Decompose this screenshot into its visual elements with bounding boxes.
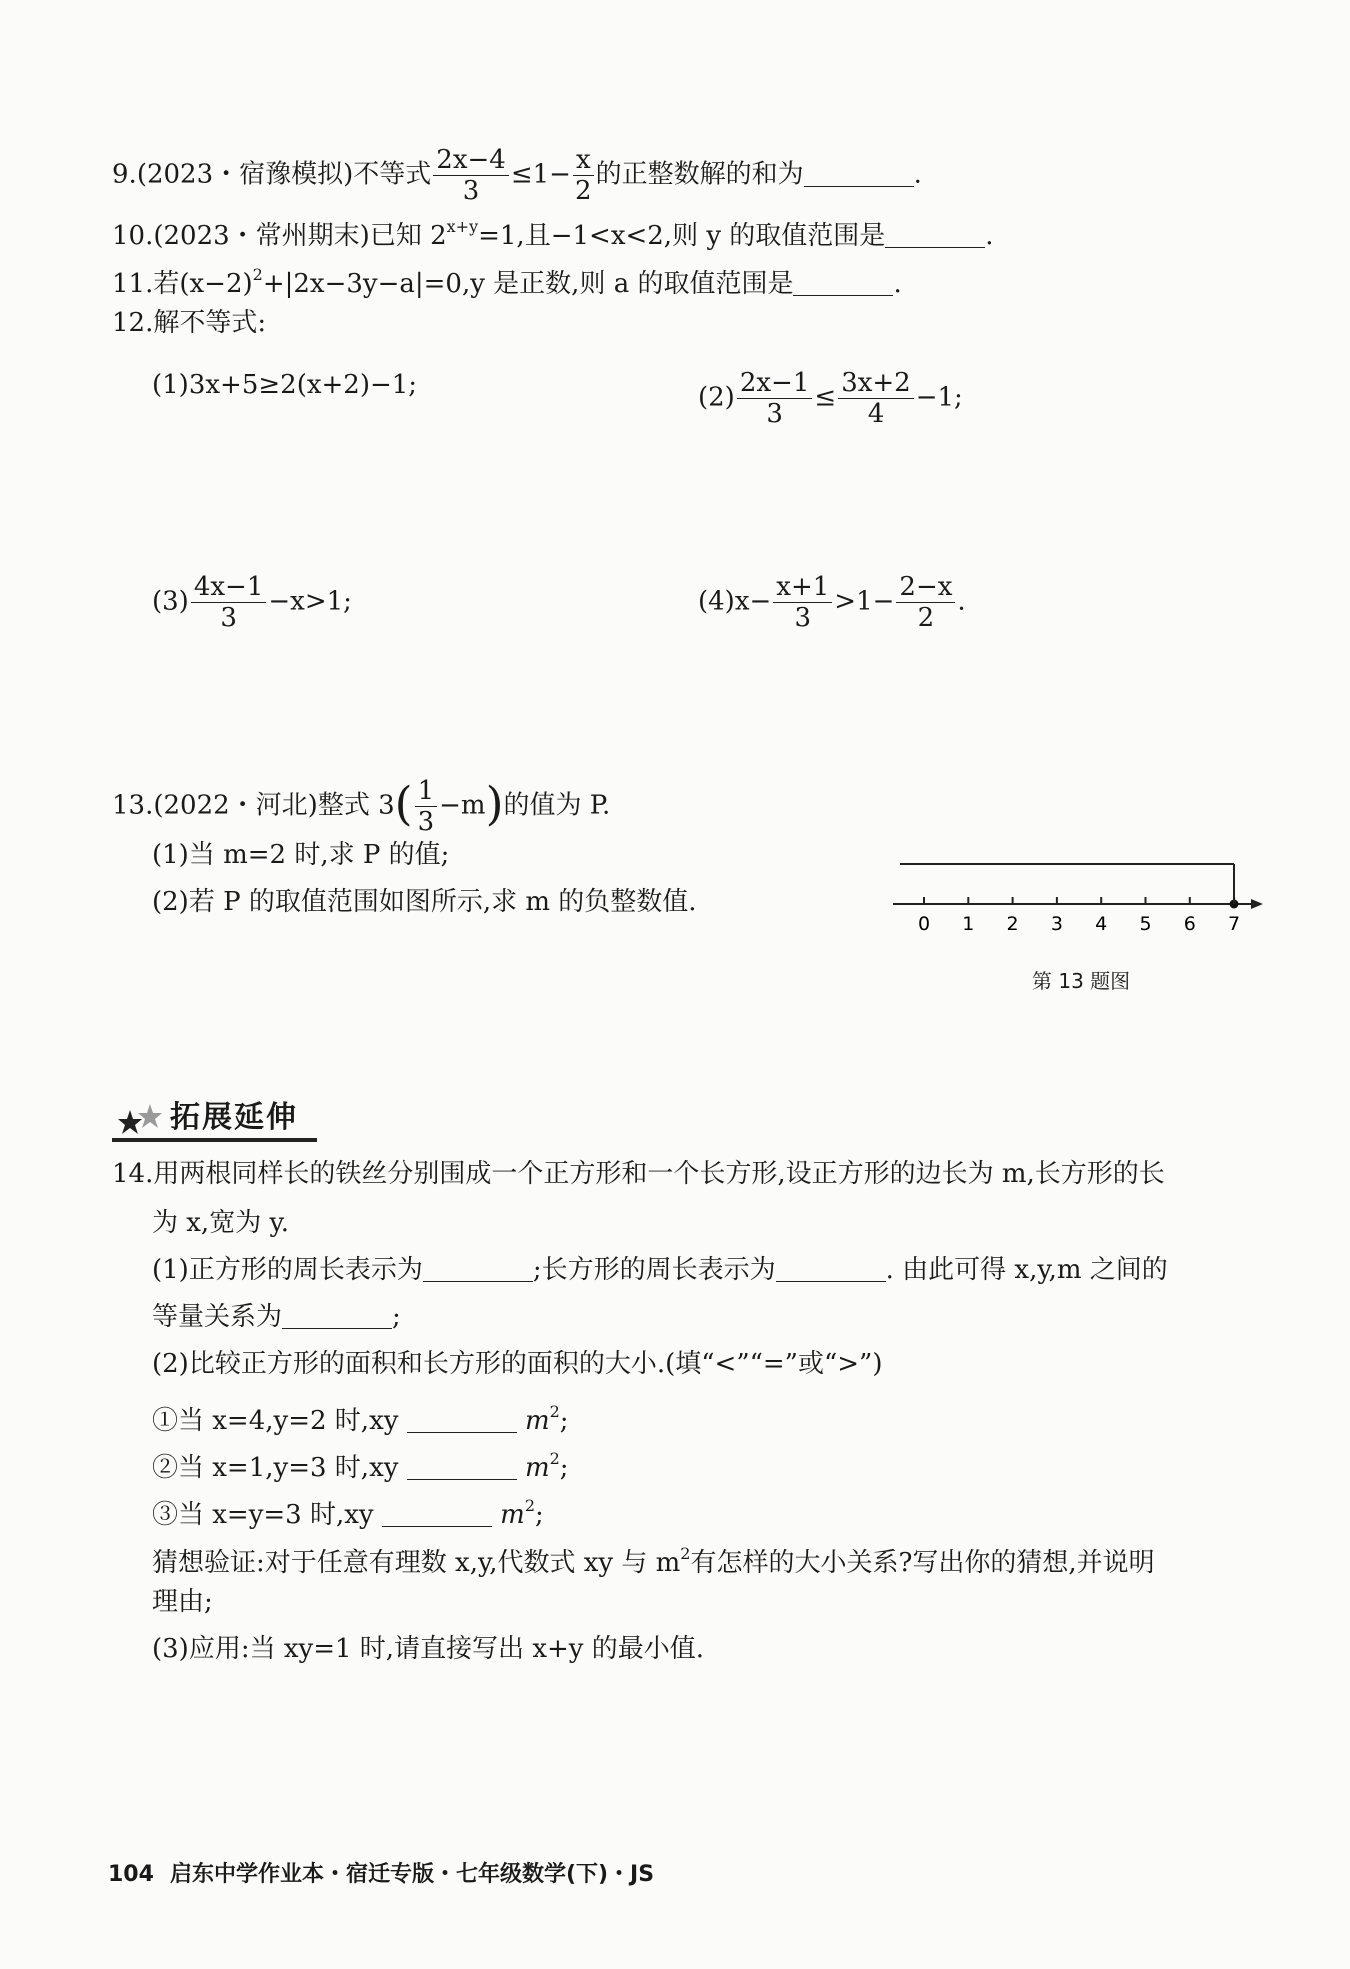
question-9: 9.(2023・宿豫模拟)不等式 $\frac{2x-4}{3}$ ≤1− $\frac{x}{2}$ 的正整数解的和为 . xyxy=(112,145,922,206)
answer-blank[interactable] xyxy=(407,1406,517,1433)
answer-blank[interactable] xyxy=(804,160,914,187)
question-14-case-2: ②当 x=1,y=3 时,xy $m^2$; xyxy=(152,1449,569,1483)
question-10: 10.(2023・常州期末)已知 $2^{x+y}=1$,且−1<x<2,则 y 的取值范围是 . xyxy=(112,217,994,251)
question-12-part-2: (2) $\frac{2x-1}{3}$ ≤ $\frac{3x+2}{4}$ −1; xyxy=(698,368,963,429)
question-13-part-1: (1)当 m=2 时,求 P 的值; xyxy=(152,840,450,870)
answer-blank[interactable] xyxy=(382,1500,492,1527)
question-14-guess-cont: 理由; xyxy=(152,1587,213,1617)
answer-blank[interactable] xyxy=(776,1255,886,1282)
heading-underline xyxy=(112,1138,317,1142)
fraction: $\frac{1}{3}$ xyxy=(415,776,438,837)
page-footer xyxy=(108,1860,654,1890)
figure-caption: 第 13 题图 xyxy=(1032,969,1131,993)
tick-label: 0 xyxy=(917,913,931,935)
axis-arrow xyxy=(1251,899,1263,909)
fraction: $\frac{x}{2}$ xyxy=(573,145,594,206)
section-heading: 拓展延伸 xyxy=(112,1098,322,1142)
tick-label: 6 xyxy=(1183,913,1196,935)
fraction: $\frac{3x+2}{4}$ xyxy=(838,368,914,429)
question-13-part-2: (2)若 P 的取值范围如图所示,求 m 的负整数值. xyxy=(152,887,697,917)
tick-label: 3 xyxy=(1050,913,1063,935)
book-title: 启东中学作业本・宿迁专版・七年级数学(下)・JS xyxy=(169,1862,655,1887)
question-14-part-2: (2)比较正方形的面积和长方形的面积的大小.(填“<”“=”或“>”) xyxy=(152,1349,883,1379)
tick-label: 7 xyxy=(1228,913,1241,935)
question-12: 12.解不等式: xyxy=(112,308,267,338)
question-14-line-1: 14.用两根同样长的铁丝分别围成一个正方形和一个长方形,设正方形的边长为 m,长方形的长 xyxy=(112,1159,1165,1189)
answer-blank[interactable] xyxy=(282,1302,392,1329)
tick-label: 5 xyxy=(1139,913,1152,935)
question-14-part-1: (1)正方形的周长表示为 ;长方形的周长表示为 . 由此可得 x,y,m 之间的 xyxy=(152,1255,1168,1285)
question-12-part-3: (3) $\frac{4x-1}{3}$ −x>1; xyxy=(152,572,352,633)
fraction: $\frac{2-x}{2}$ xyxy=(896,572,955,633)
question-14-guess: 猜想验证:对于任意有理数 x,y,代数式 xy 与 $m^2$有怎样的大小关系?写出你的猜想,并说明 xyxy=(152,1544,1155,1578)
question-13: 13.(2022・河北)整式 3( $\frac{1}{3}$ −m)的值为 P. xyxy=(112,776,611,837)
tick-label: 1 xyxy=(962,913,975,935)
fraction: $\frac{x+1}{3}$ xyxy=(773,572,832,633)
stars-icon xyxy=(112,1100,172,1140)
tick-label: 2 xyxy=(1006,913,1019,935)
fraction: $\frac{2x-1}{3}$ xyxy=(737,368,813,429)
question-12-part-4: (4)x− $\frac{x+1}{3}$ >1− $\frac{2-x}{2}$ . xyxy=(698,572,966,633)
question-14-part-3: (3)应用:当 xy=1 时,请直接写出 x+y 的最小值. xyxy=(152,1634,704,1664)
page-number: 104 xyxy=(108,1862,154,1887)
fraction: $\frac{4x-1}{3}$ xyxy=(191,572,267,633)
answer-blank[interactable] xyxy=(885,221,985,248)
fraction: $\frac{2x-4}{3}$ xyxy=(433,145,509,206)
question-14-part-1-cont: 等量关系为 ; xyxy=(152,1302,401,1332)
answer-blank[interactable] xyxy=(793,269,893,296)
answer-blank[interactable] xyxy=(423,1255,533,1282)
tick-label: 4 xyxy=(1095,913,1108,935)
question-12-part-1: (1)3x+5≥2(x+2)−1; xyxy=(152,370,418,400)
question-11: 11.若$(x-2)^2+|2x-3y-a|=0,y$ 是正数,则 a 的取值范围是 . xyxy=(112,265,902,299)
answer-blank[interactable] xyxy=(407,1453,517,1480)
question-14-line-2: 为 x,宽为 y. xyxy=(152,1208,289,1238)
number-line-figure xyxy=(885,850,1285,940)
question-14-case-1: ①当 x=4,y=2 时,xy $m^2$; xyxy=(152,1402,569,1436)
question-14-case-3: ③当 x=y=3 时,xy $m^2$; xyxy=(152,1496,544,1530)
